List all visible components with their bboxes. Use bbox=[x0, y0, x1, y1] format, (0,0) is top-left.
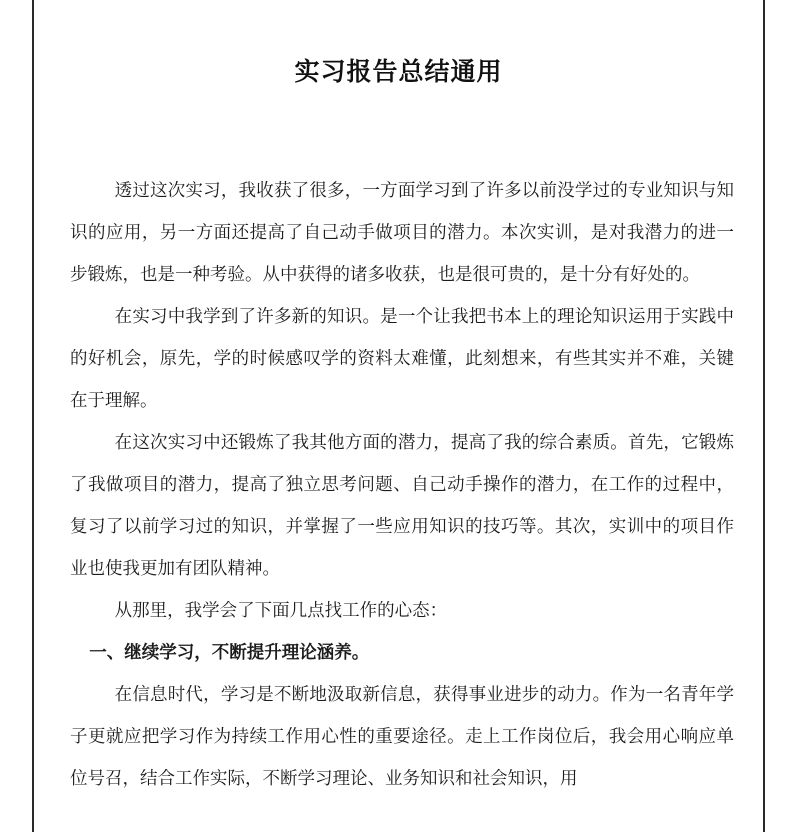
paragraph-3: 在这次实习中还锻炼了我其他方面的潜力，提高了我的综合素质。首先，它锻炼了我做项目的潜力，提高了独立思考问题、自己动手操作的潜力，在工作的过程中，复习了以前学习过的知识，并掌握了一些应用知识的技巧等。其次，实训中的项目作业也使我更加有团队精神。 bbox=[70, 433, 734, 579]
document-body bbox=[70, 170, 734, 800]
paragraph-2: 在实习中我学到了许多新的知识。是一个让我把书本上的理论知识运用于实践中的好机会，原先，学的时候感叹学的资料太难懂，此刻想来，有些其实并不难，关键在于理解。 bbox=[70, 307, 734, 411]
paragraph-4: 从那里，我学会了下面几点找工作的心态： bbox=[114, 601, 448, 621]
section-paragraph: 在信息时代，学习是不断地汲取新信息，获得事业进步的动力。作为一名青年学子更就应把学习作为持续工作用心性的重要途径。走上工作岗位后，我会用心响应单位号召，结合工作实际，不断学习理论、业务知识和社会知识，用 bbox=[70, 685, 734, 789]
paragraph-1: 透过这次实习，我收获了很多，一方面学习到了许多以前没学过的专业知识与知识的应用，另一方面还提高了自己动手做项目的潜力。本次实训，是对我潜力的进一步锻炼，也是一种考验。从中获得的诸多收获，也是很可贵的，是十分有好处的。 bbox=[70, 181, 734, 285]
document-page bbox=[32, 0, 765, 832]
section-heading: 一、继续学习，不断提升理论涵养。 bbox=[89, 643, 370, 663]
document-title: 实习报告总结通用 bbox=[294, 57, 503, 86]
